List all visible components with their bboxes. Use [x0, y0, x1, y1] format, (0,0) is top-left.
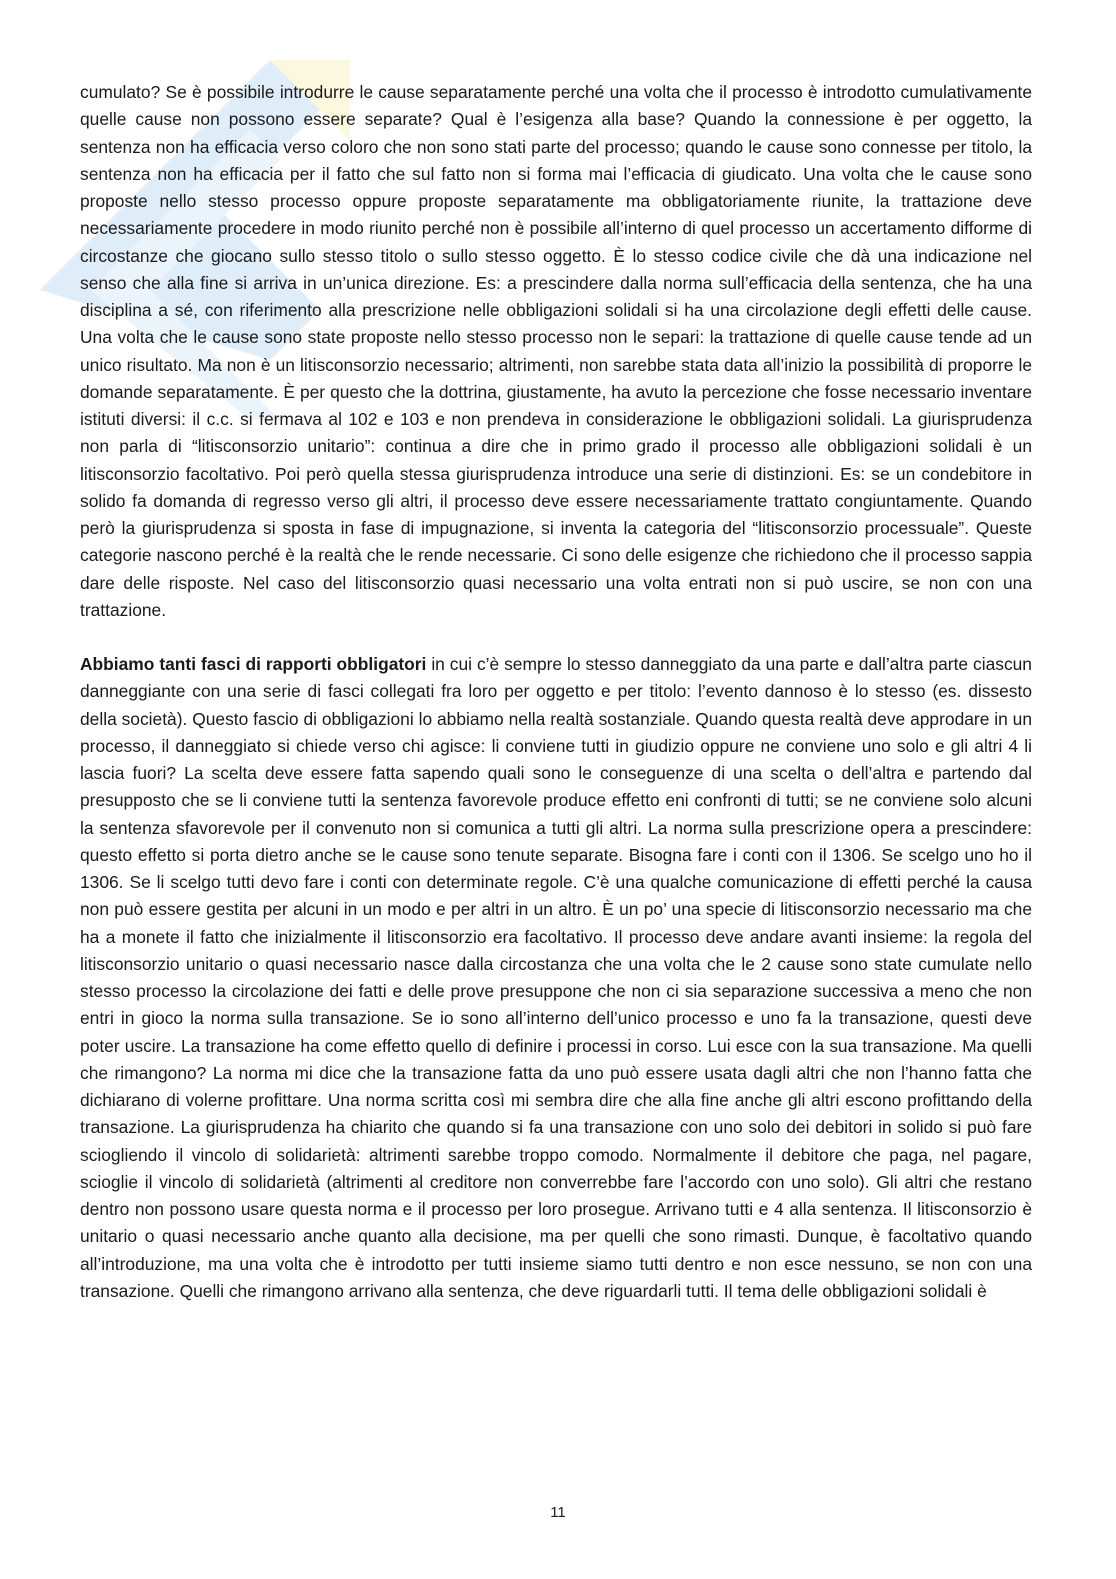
document-page — [80, 79, 1032, 1305]
paragraph-1-text: cumulato? Se è possibile introdurre le cause separatamente perché una volta che il processo è introdotto cumulativamente quelle cause non possono essere separate? Qual è l’esigenza alla base? Quando la connessione è per oggetto, la sentenza non ha efficacia verso coloro che non sono stati parte del processo; quando le cause sono connesse per titolo, la sentenza non ha efficacia per il fatto che sul fatto non si forma mai l’efficacia di giudicato. Una volta che le cause sono proposte nello stesso processo oppure proposte separatamente ma obbligatoriamente riunite, la trattazione deve necessariamente procedere in modo riunito perché non è possibile all’interno di quel processo un accertamento difforme di circostanze che giocano sullo stesso titolo o sullo stesso oggetto. È lo stesso codice civile che dà una indicazione nel senso che alla fine si arriva in un’unica direzione. Es: a prescindere dalla norma sull’efficacia della sentenza, che ha una disciplina a sé, con riferimento alla prescrizione nelle obbligazioni solidali si ha una circolazione degli effetti delle cause. Una volta che le cause sono state proposte nello stesso processo non le separi: la trattazione di quelle cause tende ad un unico risultato. Ma non è un litisconsorzio necessario; altrimenti, non sarebbe stata data all’inizio la possibilità di proporre le domande separatamente. È per questo che la dottrina, giustamente, ha avuto la percezione che fosse necessario inventare istituti diversi: il c.c. si fermava al 102 e 103 e non prendeva in considerazione le obbligazioni solidali. La giurisprudenza non parla di “litisconsorzio unitario”: continua a dire che in primo grado il processo alle obbligazioni solidali è un litisconsorzio facoltativo. Poi però quella stessa giurisprudenza introduce una serie di distinzioni. Es: se un condebitore in solido fa domanda di regresso verso gli altri, il processo deve essere necessariamente trattato congiuntamente. Quando però la giurisprudenza si sposta in fase di impugnazione, si inventa la categoria del “litisconsorzio processuale”. Queste categorie nascono perché è la realtà che le rende necessarie. Ci sono delle esigenze che richiedono che il processo sappia dare delle risposte. Nel caso del litisconsorzio quasi necessario una volta entrati non si può uscire, se non con una trattazione. — [80, 82, 1032, 620]
paragraph-2-bold-lead: Abbiamo tanti fasci di rapporti obbligatori — [80, 654, 427, 674]
paragraph-1 — [80, 79, 1032, 624]
paragraph-2 — [80, 651, 1032, 1305]
paragraph-2-text: in cui c’è sempre lo stesso danneggiato da una parte e dall’altra parte ciascun danneggiante con una serie di fasci collegati fra loro per oggetto e per titolo: l’evento dannoso è lo stesso (es. dissesto della società). Questo fascio di obbligazioni lo abbiamo nella realtà sostanziale. Quando questa realtà deve approdare in un processo, il danneggiato si chiede verso chi agisce: li conviene tutti in giudizio oppure ne conviene uno solo e gli altri 4 li lascia fuori? La scelta deve essere fatta sapendo quali sono le conseguenze di una scelta o dell’altra e partendo dal presupposto che se li conviene tutti la sentenza favorevole produce effetto eni confronti di tutti; se ne conviene solo alcuni la sentenza sfavorevole per il convenuto non si comunica a tutti gli altri. La norma sulla prescrizione opera a prescindere: questo effetto si porta dietro anche se le cause sono tenute separate. Bisogna fare i conti con il 1306. Se scelgo uno ho il 1306. Se li scelgo tutti devo fare i conti con determinate regole. C’è una qualche comunicazione di effetti perché la causa non può essere gestita per alcuni in un modo e per altri in un altro. È un po’ una specie di litisconsorzio necessario ma che ha a monete il fatto che inizialmente il litisconsorzio era facoltativo. Il processo deve andare avanti insieme: la regola del litisconsorzio unitario o quasi necessario nasce dalla circostanza che una volta che le 2 cause sono state cumulate nello stesso processo la circolazione dei fatti e delle prove presuppone che non ci sia separazione successiva a meno che non entri in gioco la norma sulla transazione. Se io sono all’interno dell’unico processo e uno fa la transazione, questi deve poter uscire. La transazione ha come effetto quello di definire i processi in corso. Lui esce con la sua transazione. Ma quelli che rimangono? La norma mi dice che la transazione fatta da uno può essere usata dagli altri che non l’hanno fatta che dichiarano di volerne profittare. Una norma scritta così mi sembra dire che alla fine anche gli altri escono profittando della transazione. La giurisprudenza ha chiarito che quando si fa una transazione con uno solo dei debitori in solido si può fare sciogliendo il vincolo di solidarietà: altrimenti sarebbe troppo comodo. Normalmente il debitore che paga, nel pagare, scioglie il vincolo di solidarietà (altrimenti al creditore non converrebbe fare l’accordo con uno solo). Gli altri che restano dentro non possono usare questa norma e il processo per loro prosegue. Arrivano tutti e 4 alla sentenza. Il litisconsorzio è unitario o quasi necessario anche quanto alla decisione, ma per quelli che sono rimasti. Dunque, è facoltativo quando all’introduzione, ma una volta che è introdotto per tutti insieme siamo tutti dentro e non esce nessuno, se non con una transazione. Quelli che rimangono arrivano alla sentenza, che deve riguardarli tutti. Il tema delle obbligazioni solidali è — [80, 654, 1032, 1301]
page-number: 11 — [550, 1504, 566, 1521]
